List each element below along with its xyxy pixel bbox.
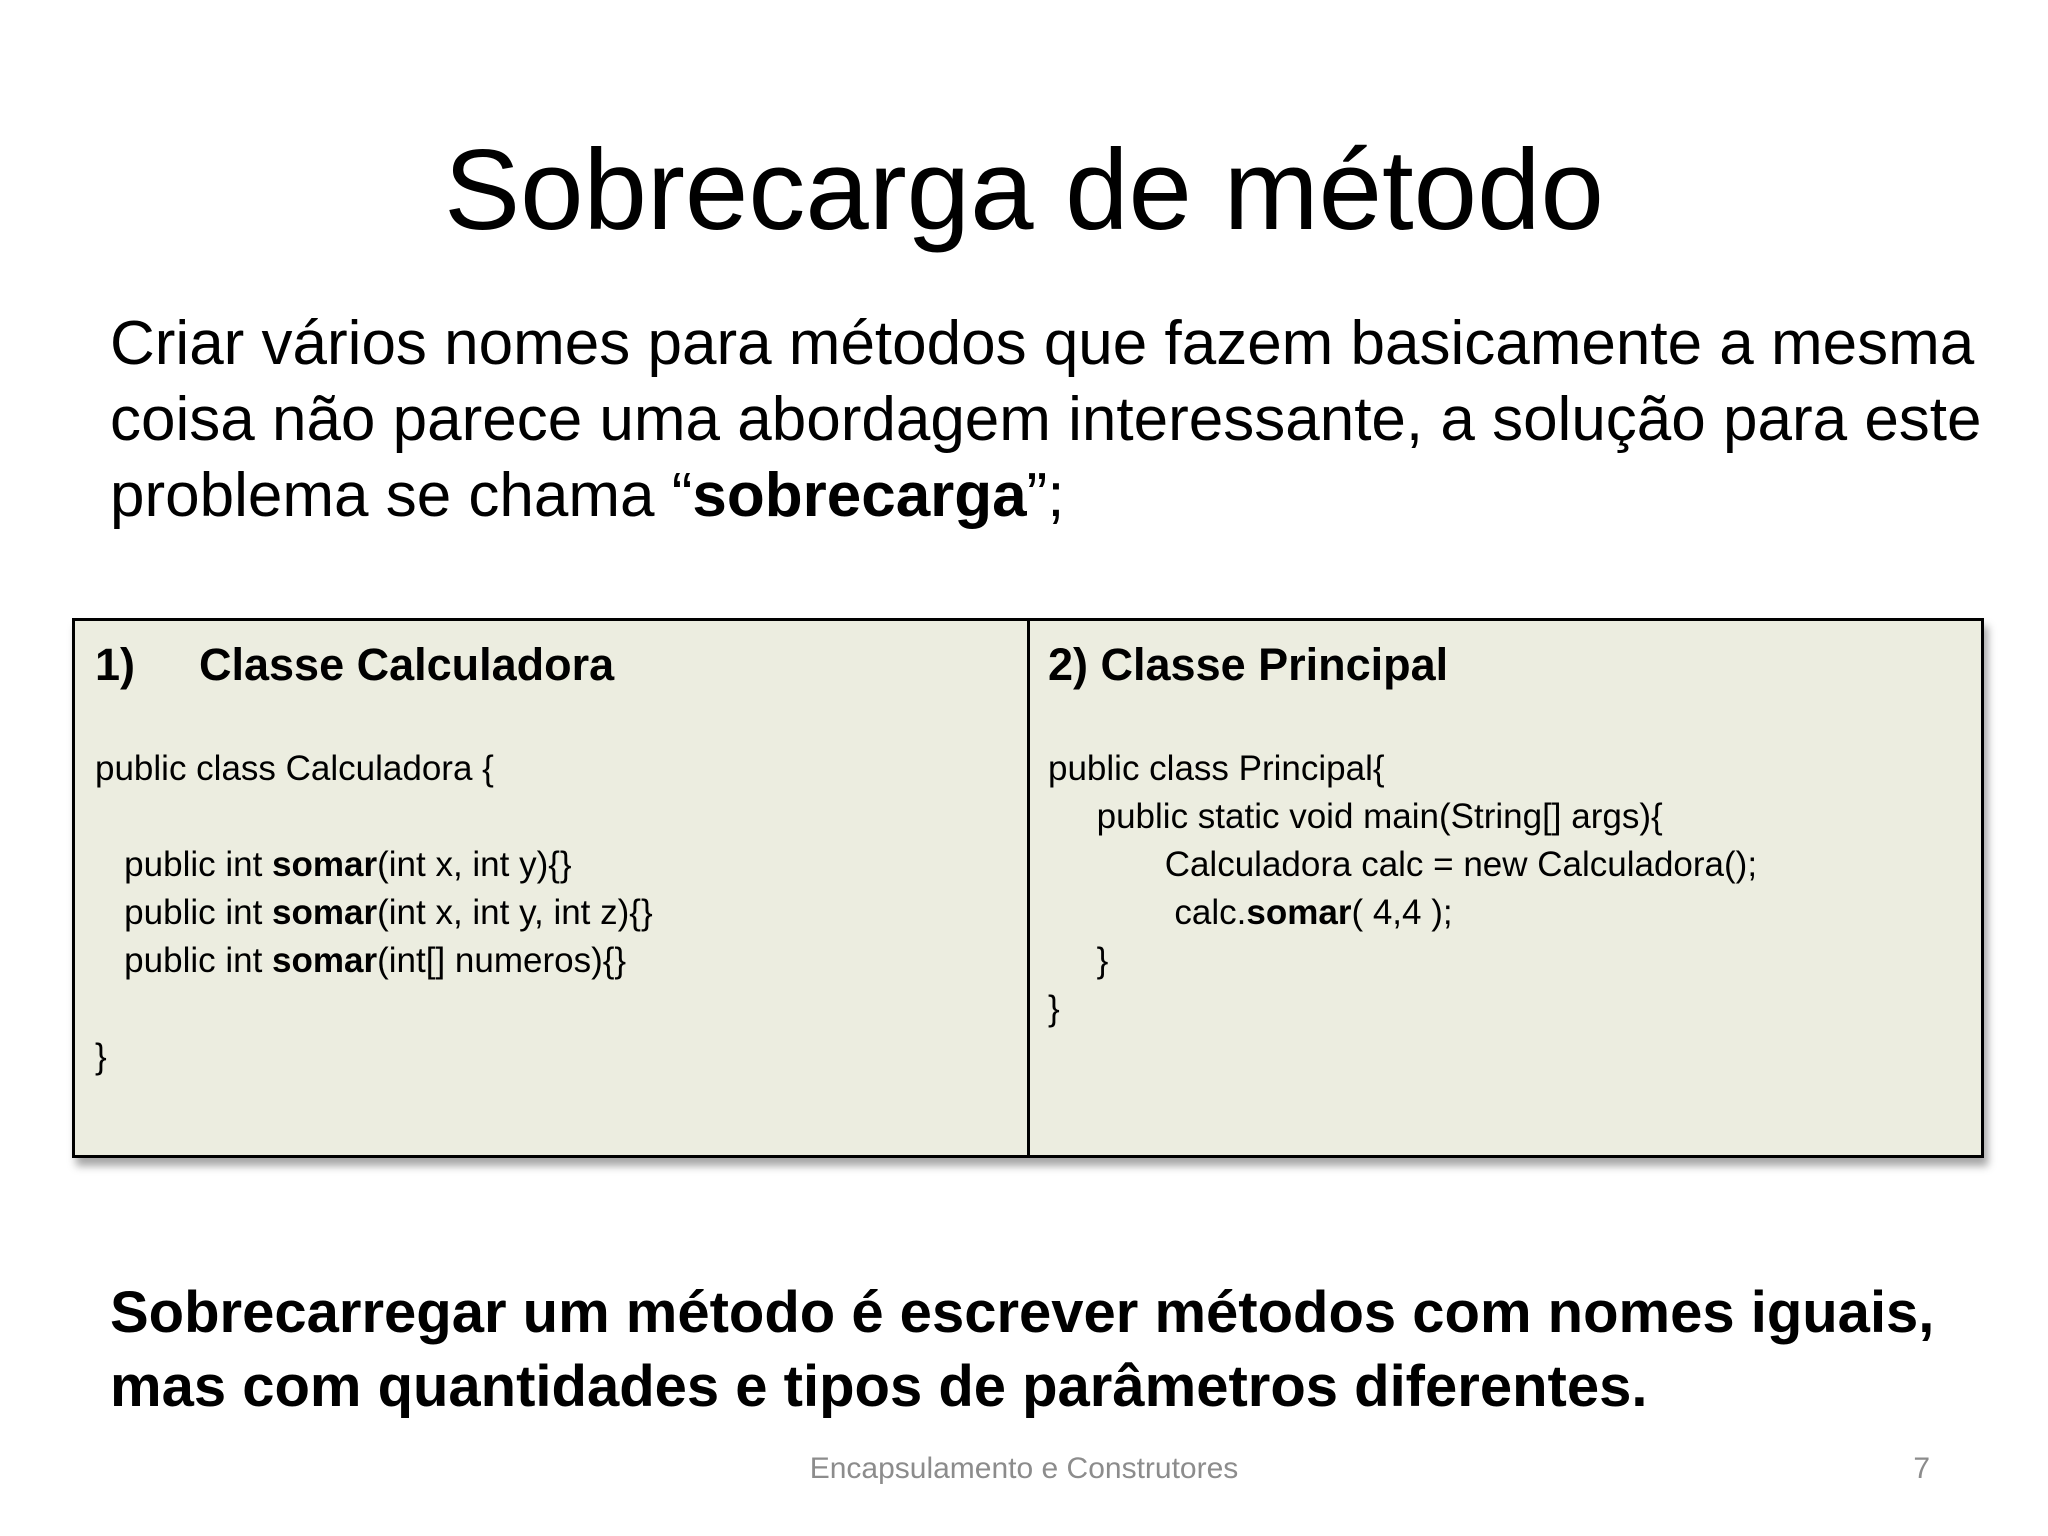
principal-heading: 2) Classe Principal: [1048, 639, 1449, 690]
intro-bold-term: sobrecarga: [692, 461, 1027, 530]
code-line: }: [95, 1037, 107, 1076]
calculadora-cell: [75, 621, 1030, 1155]
code-line: public int somar(int x, int y){}: [95, 845, 572, 884]
footer-text: Encapsulamento e Construtores: [809, 1452, 1239, 1485]
intro-text: Criar vários nomes para métodos que fazem basicamente a mesma coisa não parece uma abordagem interessante, a solução para este problema se chama “: [110, 309, 1982, 530]
code-line: public class Calculadora {: [95, 749, 494, 788]
code-line: }: [1048, 941, 1109, 980]
code-line: calc.somar( 4,4 );: [1048, 893, 1453, 932]
calculadora-code: [95, 745, 1027, 1081]
code-line: [95, 985, 1027, 1033]
principal-cell: [1030, 621, 1981, 1155]
calculadora-heading: [95, 635, 1027, 695]
intro-paragraph: [110, 306, 1990, 534]
principal-code: [1048, 745, 1981, 1033]
intro-text-end: ”;: [1026, 461, 1065, 530]
calculadora-heading-number: 1): [95, 639, 136, 690]
code-line: public class Principal{: [1048, 749, 1385, 788]
code-line: public int somar(int[] numeros){}: [95, 941, 627, 980]
slide-title: Sobrecarga de método: [444, 127, 1604, 254]
code-line: public static void main(String[] args){: [1048, 797, 1663, 836]
code-line: Calculadora calc = new Calculadora();: [1048, 845, 1758, 884]
page-number: 7: [1913, 1452, 1930, 1485]
calculadora-heading-text: Classe Calculadora: [199, 639, 615, 690]
code-line: [95, 793, 1027, 841]
code-line: public int somar(int x, int y, int z){}: [95, 893, 653, 932]
code-table: [72, 618, 1984, 1158]
code-line: }: [1048, 989, 1060, 1028]
conclusion-text: Sobrecarregar um método é escrever métodos com nomes iguais, mas com quantidades e tipos de parâmetros diferentes.: [110, 1280, 1935, 1419]
